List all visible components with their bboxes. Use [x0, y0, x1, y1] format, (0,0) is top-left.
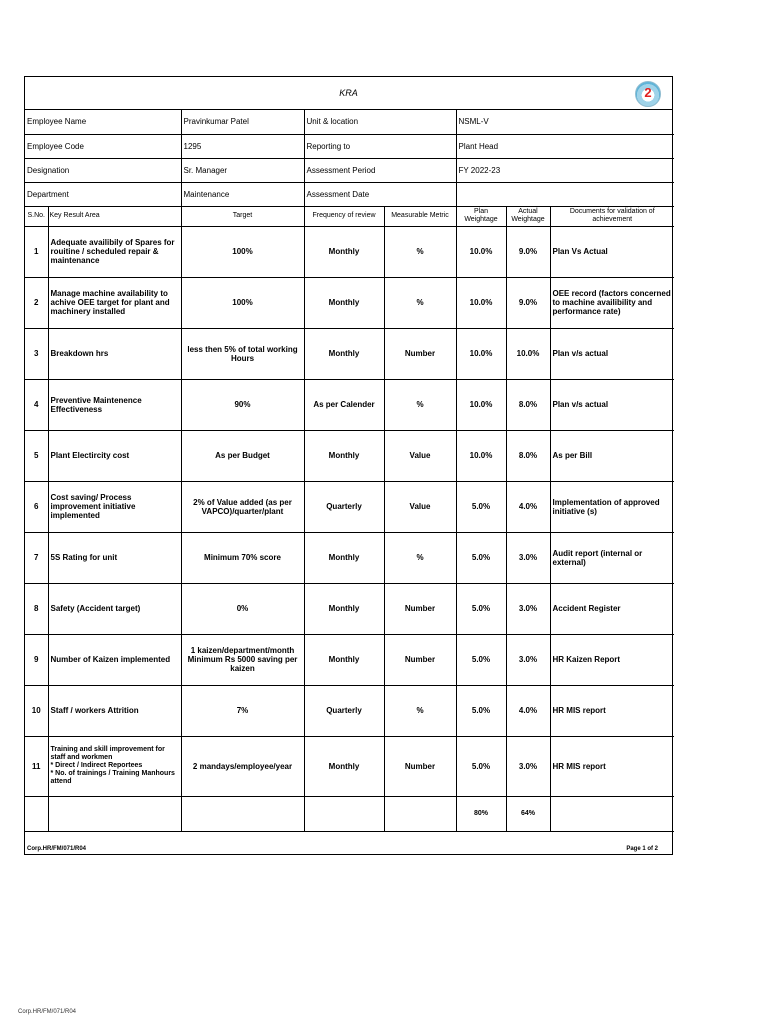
row-frequency: As per Calender [304, 379, 384, 430]
col-docs: Documents for validation of achievement [550, 206, 674, 226]
info-value: NSML-V [456, 110, 674, 134]
row-docs: OEE record (factors concerned to machine availibility and performance rate) [550, 277, 674, 328]
row-actual: 3.0% [506, 736, 550, 796]
row-actual: 3.0% [506, 583, 550, 634]
row-target: less then 5% of total working Hours [181, 328, 304, 379]
row-actual: 9.0% [506, 277, 550, 328]
row-actual: 3.0% [506, 634, 550, 685]
table-row [25, 532, 674, 583]
col-metric: Measurable Metric [384, 206, 456, 226]
table-row [25, 226, 674, 277]
row-kra: Staff / workers Attrition [48, 685, 181, 736]
row-metric: % [384, 277, 456, 328]
row-frequency: Monthly [304, 532, 384, 583]
row-docs: HR MIS report [550, 736, 674, 796]
row-actual: 10.0% [506, 328, 550, 379]
row-metric: % [384, 532, 456, 583]
info-label: Department [25, 182, 181, 206]
row-plan: 10.0% [456, 226, 506, 277]
row-plan: 10.0% [456, 430, 506, 481]
row-plan: 5.0% [456, 481, 506, 532]
info-label: Assessment Period [304, 158, 456, 182]
row-metric: % [384, 685, 456, 736]
row-docs: Plan Vs Actual [550, 226, 674, 277]
kra-sheet [24, 76, 673, 855]
total-plan: 80% [456, 796, 506, 831]
info-label: Reporting to [304, 134, 456, 158]
employee-info-table [25, 110, 674, 207]
row-frequency: Monthly [304, 736, 384, 796]
info-label: Employee Name [25, 110, 181, 134]
info-label: Employee Code [25, 134, 181, 158]
row-kra: Plant Electircity cost [48, 430, 181, 481]
row-metric: Number [384, 634, 456, 685]
row-actual: 8.0% [506, 430, 550, 481]
row-sno: 3 [25, 328, 48, 379]
row-kra: Breakdown hrs [48, 328, 181, 379]
table-row [25, 736, 674, 796]
row-kra: Adequate availibily of Spares for rouitine / scheduled repair & maintenance [48, 226, 181, 277]
row-docs: As per Bill [550, 430, 674, 481]
row-target: 1 kaizen/department/month Minimum Rs 5000 saving per kaizen [181, 634, 304, 685]
form-code: Corp.HR/FM/071/R04 [27, 846, 87, 852]
row-metric: Value [384, 481, 456, 532]
table-row [25, 277, 674, 328]
row-metric: % [384, 379, 456, 430]
row-target: 2% of Value added (as per VAPCO)/quarter/plant [181, 481, 304, 532]
row-metric: Number [384, 583, 456, 634]
table-row [25, 634, 674, 685]
row-frequency: Quarterly [304, 685, 384, 736]
col-sno: S.No. [25, 206, 48, 226]
col-kra: Key Result Area [48, 206, 181, 226]
col-actual: Actual Weightage [506, 206, 550, 226]
row-sno: 4 [25, 379, 48, 430]
info-value: Maintenance [181, 182, 304, 206]
row-frequency: Monthly [304, 583, 384, 634]
table-row [25, 481, 674, 532]
row-docs: Plan v/s actual [550, 379, 674, 430]
row-frequency: Monthly [304, 430, 384, 481]
row-plan: 5.0% [456, 736, 506, 796]
row-actual: 4.0% [506, 481, 550, 532]
row-target: 7% [181, 685, 304, 736]
row-docs: HR MIS report [550, 685, 674, 736]
info-value: Sr. Manager [181, 158, 304, 182]
row-target: 100% [181, 226, 304, 277]
row-docs: Audit report (internal or external) [550, 532, 674, 583]
row-docs: Accident Register [550, 583, 674, 634]
row-sno: 5 [25, 430, 48, 481]
page-number: Page 1 of 2 [626, 846, 658, 852]
info-value [456, 182, 674, 206]
row-actual: 8.0% [506, 379, 550, 430]
row-kra: Number of Kaizen implemented [48, 634, 181, 685]
col-plan: Plan Weightage [456, 206, 506, 226]
company-logo-icon: 2 [635, 81, 661, 107]
info-label: Designation [25, 158, 181, 182]
row-frequency: Quarterly [304, 481, 384, 532]
row-docs: Implementation of approved initiative (s) [550, 481, 674, 532]
info-value: FY 2022-23 [456, 158, 674, 182]
row-plan: 10.0% [456, 328, 506, 379]
table-row [25, 328, 674, 379]
row-kra-line: Training and skill improvement for staff and workmen [50, 746, 165, 761]
sheet-title: KRA [25, 77, 672, 110]
row-actual: 4.0% [506, 685, 550, 736]
col-frequency: Frequency of review [304, 206, 384, 226]
row-plan: 10.0% [456, 277, 506, 328]
table-row [25, 430, 674, 481]
info-value: 1295 [181, 134, 304, 158]
row-sno: 9 [25, 634, 48, 685]
row-kra: Preventive Maintenence Effectiveness [48, 379, 181, 430]
info-value: Pravinkumar Patel [181, 110, 304, 134]
table-row [25, 685, 674, 736]
row-metric: % [384, 226, 456, 277]
col-target: Target [181, 206, 304, 226]
row-docs: Plan v/s actual [550, 328, 674, 379]
row-frequency: Monthly [304, 277, 384, 328]
info-row [25, 182, 674, 206]
row-kra: Cost saving/ Process improvement initiative implemented [48, 481, 181, 532]
row-plan: 5.0% [456, 583, 506, 634]
row-target: 2 mandays/employee/year [181, 736, 304, 796]
row-sno: 1 [25, 226, 48, 277]
row-metric: Value [384, 430, 456, 481]
row-plan: 5.0% [456, 532, 506, 583]
row-docs: HR Kaizen Report [550, 634, 674, 685]
kra-table [25, 206, 674, 832]
row-kra: Safety (Accident target) [48, 583, 181, 634]
row-sno: 6 [25, 481, 48, 532]
table-row [25, 379, 674, 430]
row-metric: Number [384, 736, 456, 796]
row-kra-line: * No. of trainings / Training Manhours attend [50, 770, 175, 785]
info-row [25, 134, 674, 158]
info-row [25, 158, 674, 182]
row-kra [48, 736, 181, 796]
row-frequency: Monthly [304, 634, 384, 685]
row-target: As per Budget [181, 430, 304, 481]
row-target: 0% [181, 583, 304, 634]
row-target: 90% [181, 379, 304, 430]
row-target: Minimum 70% score [181, 532, 304, 583]
row-metric: Number [384, 328, 456, 379]
info-row [25, 110, 674, 134]
row-target: 100% [181, 277, 304, 328]
row-sno: 10 [25, 685, 48, 736]
info-label: Assessment Date [304, 182, 456, 206]
row-frequency: Monthly [304, 328, 384, 379]
row-sno: 2 [25, 277, 48, 328]
total-actual: 64% [506, 796, 550, 831]
row-kra-line: * Direct / Indirect Reportees [50, 762, 143, 769]
row-frequency: Monthly [304, 226, 384, 277]
row-sno: 7 [25, 532, 48, 583]
info-value: Plant Head [456, 134, 674, 158]
page-footer-code: Corp.HR/FM/071/R04 [18, 1009, 77, 1015]
row-sno: 8 [25, 583, 48, 634]
row-sno: 11 [25, 736, 48, 796]
row-plan: 5.0% [456, 685, 506, 736]
row-actual: 3.0% [506, 532, 550, 583]
row-kra: Manage machine availability to achive OEE target for plant and machinery installed [48, 277, 181, 328]
table-row [25, 583, 674, 634]
totals-row [25, 796, 674, 831]
kra-header-row [25, 206, 674, 226]
info-label: Unit & location [304, 110, 456, 134]
row-plan: 10.0% [456, 379, 506, 430]
row-actual: 9.0% [506, 226, 550, 277]
row-plan: 5.0% [456, 634, 506, 685]
row-kra: 5S Rating for unit [48, 532, 181, 583]
